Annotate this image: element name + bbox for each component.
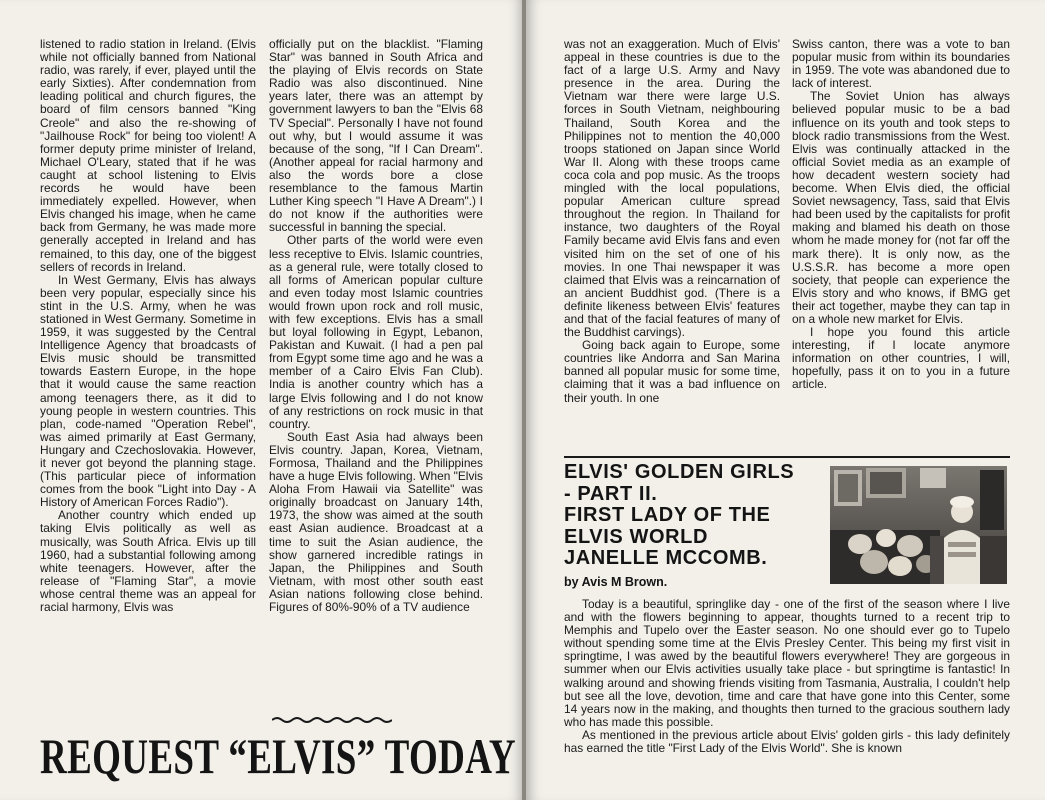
article-body <box>564 598 1010 755</box>
left-column-2 <box>269 38 483 614</box>
paragraph: Other parts of the world were even less receptive to Elvis. Islamic countries, as a general rule, were totally closed to all forms of American popular culture and even today most Islamic countries would frown upon rock and roll music, with few exceptions. Elvis has a small but loyal following in Egypt, Lebanon, Pakistan and Kuwait. (I had a pen pal from Egypt some time ago and he was a member of a Cairo Elvis Fan Club). India is another country which has a large Elvis following and I do not know of any restrictions on rock music in that country. <box>269 233 483 431</box>
article-headline <box>564 462 824 570</box>
paragraph: listened to radio station in Ireland. (Elvis while not officially banned from National radio, was rarely, if ever, played until the early Sixties). After condemnation from leading political and church figures, the board of film censors banned "King Creole" and also the re-showing of "Jailhouse Rock" for being too violent! A former deputy prime minister of Ireland, Michael O'Leary, stated that if he was caught at school listening to Elvis records he would have been immediately expelled. However, when Elvis changed his image, when he came back from Germany, he was made more generally accepted in Ireland and has remained, to this day, one of the biggest sellers of records in Ireland. <box>40 37 256 274</box>
headline-line: ELVIS WORLD <box>564 525 709 548</box>
paragraph: As mentioned in the previous article about Elvis' golden girls - this lady definitely has earned the title "First Lady of the Elvis World". She is known <box>564 727 1010 756</box>
left-page <box>0 0 522 800</box>
wavy-divider <box>272 716 392 724</box>
article-byline: by Avis M Brown. <box>564 575 668 589</box>
section-divider <box>564 456 1010 458</box>
paragraph: officially put on the blacklist. "Flaming Star" was banned in South Africa and the playing of Elvis records on State Radio was also discontinued. Nine years later, there was an attempt by government lawyers to ban the "Elvis 68 TV Special". Personally I have not found out why, but I would assume it was because of the song, "If I Can Dream". (Another appeal for racial harmony and also the words bore a close resemblance to the famous Martin Luther King speech "I Have A Dream".) I do not know if the authorities were successful in banning the special. <box>269 37 483 235</box>
paragraph: Today is a beautiful, springlike day - one of the first of the season where I live and with the flowers beginning to appear, thoughts turned to a recent trip to Memphis and Tupelo over the Easter season. No one should ever go to Tupelo without spending some time at the Elvis Presley Center. This being my first visit in springtime, I was awed by the beautiful flowers everywhere! They are gorgeous in summer when our Elvis activities usually take place - but springtime is fantastic! In walking around and showing friends visiting from Tasmania, Australia, I couldn't help but see all the love, devotion, time and care that have gone into this Center, some 14 years now in the making, and thoughts then turned to the gracious southern lady who has made this possible. <box>564 597 1010 729</box>
headline-line: ELVIS' GOLDEN GIRLS <box>564 461 795 483</box>
paragraph: In West Germany, Elvis has always been very popular, especially since his stint in the U.S. Army, when he was stationed in West Germany. Sometime in 1959, it was suggested by the Central Intelligence Agency that broadcasts of Elvis music should be transmitted towards Eastern Europe, in the hope that it would cause the same reaction among teenagers there, as it did to young people in western countries. This plan, code-named "Operation Rebel", was aimed primarily at East Germany, Hungary and Czechoslovakia. However, it never got beyond the planning stage. (This particular piece of information comes from the book "Light into Day - A History of American Forces Radio"). <box>40 272 256 510</box>
paragraph: I hope you found this article interesting, if I locate anymore information on other countries, I will, hopefully, pass it on to you in a future article. <box>792 325 1010 392</box>
paragraph: Swiss canton, there was a vote to ban popular music from within its boundaries in 1959. The vote was abandoned due to lack of interest. <box>792 37 1010 91</box>
paragraph: was not an exaggeration. Much of Elvis' appeal in these countries is due to the fact of a large U.S. Army and Navy presence in the area. During the Vietnam war there were large U.S. forces in South Vietnam, neighbouring Thailand, South Korea and the Philippines not to mention the 40,000 troops stationed on Japan since World War II. Along with these troops came coca cola and pop music. As the troops mingled with the local populations, popular American culture spread throughout the region. In Thailand for instance, two daughters of the Royal Family became avid Elvis fans and even visited him on the set of one of his movies. In one Thai newspaper it was claimed that Elvis was a reincarnation of an ancient Buddhist god. (There is a definite likeness between Elvis' features and that of the facial features of many of the Buddhist carvings). <box>564 37 780 340</box>
headline-line: - PART II. <box>564 482 658 505</box>
paragraph: South East Asia had always been Elvis country. Japan, Korea, Vietnam, Formosa, Thailand and the Philippines have a huge Elvis following. When "Elvis Aloha From Hawaii via Satellite" was originally broadcast on January 14th, 1973, the show was aimed at the south east Asian audience. Broadcast at a time to suit the Asian audience, the show garnered incredible ratings in Japan, the Philippines and South Vietnam, with most other south east Asian nations following close behind. Figures of 80%-90% of a TV audience <box>269 429 483 615</box>
right-page <box>526 0 1045 800</box>
paragraph: The Soviet Union has always believed popular music to be a bad influence on its youth and took steps to block radio transmissions from the West. Elvis was continually attacked in the official Soviet media as an example of how decadent western society had become. When Elvis died, the official Soviet newsagency, Tass, said that Elvis had been used by the capitalists for profit making and blamed his death on those whom he made money for (not far off the mark there). It is only now, as the U.S.S.R. has become a more open society, that people can experience the Elvis story and who knows, if BMG get their act together, maybe they can tap in on a whole new market for Elvis. <box>792 89 1010 326</box>
request-elvis-banner: REQUEST “ELVIS” TODAY <box>40 728 516 784</box>
paragraph: Another country which ended up taking Elvis politically as well as musically, was South Africa. Elvis up till 1960, had a substantial following among white teenagers. However, after the release of "Flaming Star", a movie whose central theme was an appeal for racial harmony, Elvis was <box>40 508 256 615</box>
headline-line: JANELLE MCCOMB. <box>564 547 768 569</box>
headline-line: FIRST LADY OF THE <box>564 504 771 526</box>
right-column-1 <box>564 38 780 405</box>
paragraph: Going back again to Europe, some countries like Andorra and San Marina banned all popular music for some time, claiming that it was a bad influence on their youth. In one <box>564 338 780 405</box>
janelle-mccomb-photo <box>830 466 1007 584</box>
left-column-1 <box>40 38 256 614</box>
right-column-2 <box>792 38 1010 392</box>
